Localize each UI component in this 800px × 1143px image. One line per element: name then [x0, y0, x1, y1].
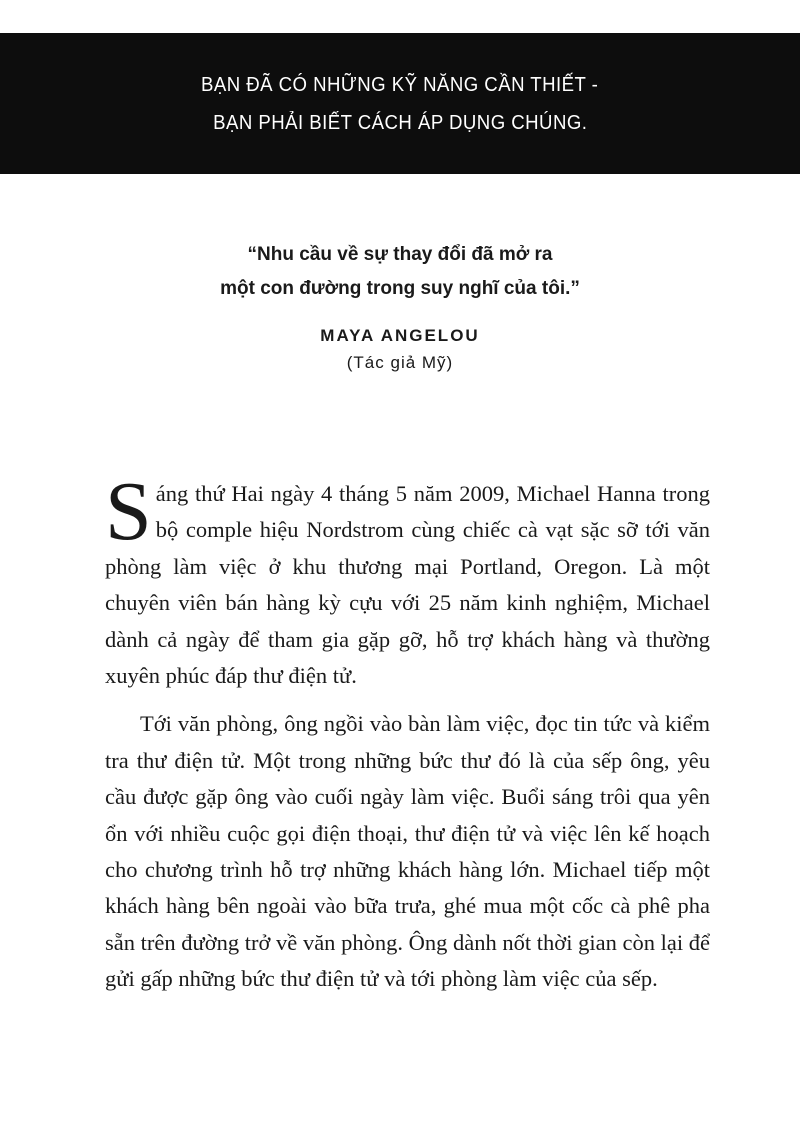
quote-line-2: một con đường trong suy nghĩ của tôi.”	[220, 278, 580, 299]
body-text	[105, 465, 710, 998]
drop-cap: S	[105, 465, 152, 558]
quote-line-1: “Nhu cầu về sự thay đổi đã mở ra	[247, 244, 553, 265]
chapter-header-band	[0, 33, 800, 174]
quote-author-role: (Tác giả Mỹ)	[346, 353, 454, 372]
chapter-header-line-2: BẠN PHẢI BIẾT CÁCH ÁP DỤNG CHÚNG.	[212, 111, 588, 134]
epigraph-quote	[0, 238, 800, 378]
paragraph-1-text: áng thứ Hai ngày 4 tháng 5 năm 2009, Michael Hanna trong bộ comple hiệu Nordstrom cùng chiếc cà vạt sặc sỡ tới văn phòng làm việc ở khu thương mại Portland, Oregon. Là một chuyên viên bán hàng kỳ cựu với 25 năm kinh nghiệm, Michael dành cả ngày để tham gia gặp gỡ, hỗ trợ khách hàng và thường xuyên phúc đáp thư điện tử.	[105, 481, 710, 689]
paragraph-1	[105, 465, 710, 694]
chapter-header-line-1: BẠN ĐÃ CÓ NHỮNG KỸ NĂNG CẦN THIẾT -	[201, 73, 599, 96]
paragraph-2: Tới văn phòng, ông ngồi vào bàn làm việc, đọc tin tức và kiểm tra thư điện tử. Một trong những bức thư đó là của sếp ông, yêu cầu được gặp ông vào cuối ngày làm việc. Buổi sáng trôi qua yên ổn với nhiều cuộc gọi điện thoại, thư điện tử và việc lên kế hoạch cho chương trình hỗ trợ những khách hàng lớn. Michael tiếp một khách hàng bên ngoài vào bữa trưa, ghé mua một cốc cà phê pha sẵn trên đường trở về văn phòng. Ông dành nốt thời gian còn lại để gửi gấp những bức thư điện tử và tới phòng làm việc của sếp.	[105, 711, 710, 992]
quote-author: MAYA ANGELOU	[320, 326, 480, 345]
